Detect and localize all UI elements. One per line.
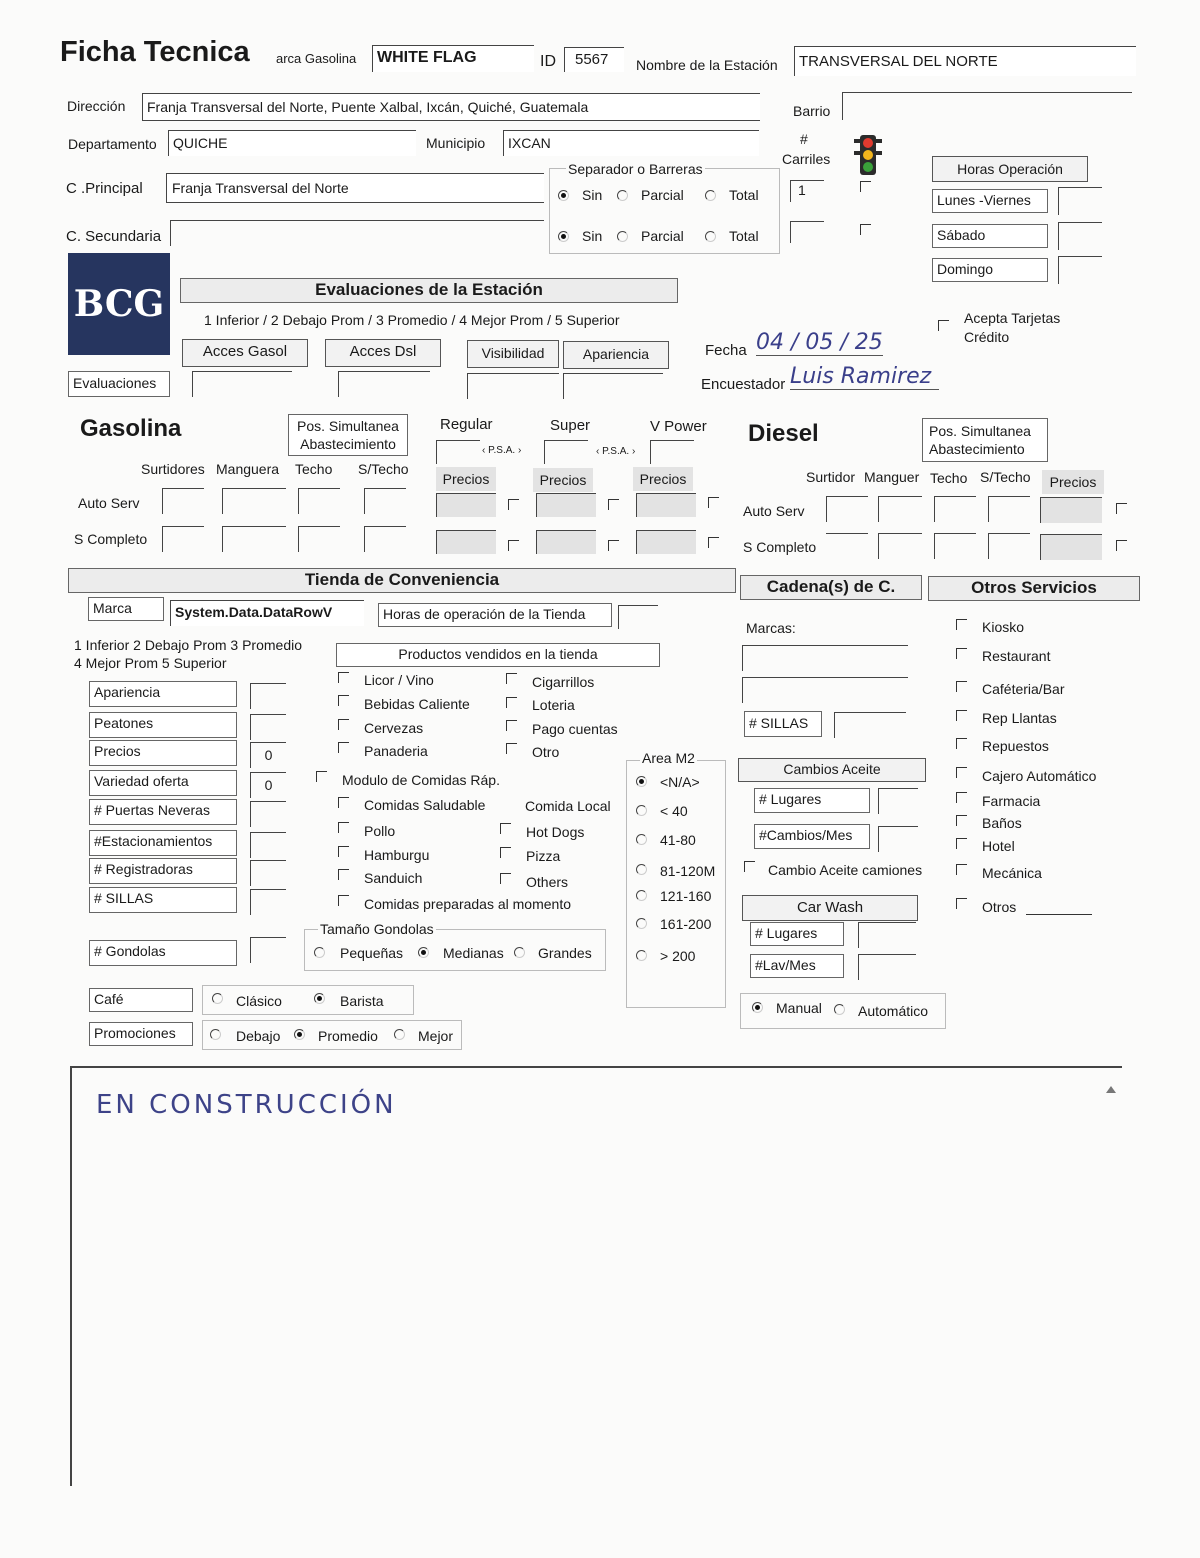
regular-label: Regular	[440, 416, 493, 433]
otros-farmacia-label: Farmacia	[982, 793, 1041, 809]
rating-sillas-field[interactable]	[250, 889, 286, 915]
comida-pizza-label: Pizza	[526, 848, 561, 864]
apariencia-button[interactable]: Apariencia	[563, 341, 669, 369]
otros-otros-label: Otros	[982, 899, 1017, 915]
otros-servicios-header: Otros Servicios	[928, 576, 1140, 601]
gas-sc-regular-price[interactable]	[436, 530, 496, 554]
diesel-precios[interactable]: Precios	[1042, 470, 1104, 494]
notes-handwritten: EN CONSTRUCCIÓN	[96, 1090, 397, 1120]
super-precios[interactable]: Precios	[533, 468, 593, 492]
marca-value: WHITE FLAG	[377, 49, 477, 66]
carriles-principal-field[interactable]	[790, 180, 824, 202]
comidas-preparadas-checkbox[interactable]	[338, 895, 349, 906]
diesel-pos-sim-line2: Abastecimiento	[929, 441, 1025, 457]
gas-sc-super-check[interactable]	[608, 540, 619, 551]
gondolas-medianas-label: Medianas	[443, 945, 504, 961]
carwash-manual-radio[interactable]	[752, 1002, 763, 1013]
otros-repuestos-checkbox[interactable]	[956, 738, 967, 749]
direccion-field[interactable]	[142, 93, 760, 121]
dsl-as-manguer[interactable]	[878, 496, 922, 522]
otros-hotel-label: Hotel	[982, 838, 1015, 854]
comida-saludable-label: Comidas Saludable	[364, 797, 486, 813]
gondolas-pequenas-label: Pequeñas	[340, 945, 404, 961]
encuestador-value[interactable]: Luis Ramirez	[790, 364, 939, 390]
vpower-psa-field[interactable]	[650, 440, 694, 464]
gasolina-title: Gasolina	[80, 415, 182, 442]
gas-sc-super-price[interactable]	[536, 530, 596, 554]
otros-otros-line	[1026, 914, 1092, 915]
departamento-value: QUICHE	[173, 135, 228, 151]
sep-secundaria-parcial-label: Parcial	[641, 228, 684, 244]
tienda-scale-1: 1 Inferior 2 Debajo Prom 3 Promedio	[74, 637, 302, 653]
carwash-lav-mes-label: #Lav/Mes	[750, 954, 844, 978]
diesel-pos-simultanea	[922, 418, 1048, 462]
prod-otro-label: Otro	[532, 744, 560, 760]
cadena-marca-field-2[interactable]	[742, 677, 908, 703]
diesel-s-completo-label: S Completo	[743, 539, 817, 555]
municipio-field[interactable]	[503, 130, 759, 156]
comida-others-checkbox[interactable]	[500, 873, 511, 884]
area-na-label: <N/A>	[660, 774, 700, 790]
diesel-manguer-label: Manguer	[864, 469, 920, 485]
otros-cafeteria-label: Caféteria/Bar	[982, 681, 1065, 697]
vpower-label: V Power	[650, 418, 707, 435]
tienda-marca-field[interactable]	[170, 600, 364, 626]
comida-hamburgu-label: Hamburgu	[364, 847, 430, 863]
separador-title: Separador o Barreras	[568, 161, 703, 177]
comida-hotdogs-label: Hot Dogs	[526, 824, 585, 840]
prod-bebidas-checkbox[interactable]	[338, 695, 349, 706]
prod-pago-checkbox[interactable]	[506, 720, 517, 731]
otros-restaurant-label: Restaurant	[982, 648, 1051, 664]
rating-apariencia-label: Apariencia	[89, 681, 237, 707]
comida-pizza-checkbox[interactable]	[500, 847, 511, 858]
rating-apariencia-field[interactable]	[250, 683, 286, 709]
cafe-clasico-label: Clásico	[236, 993, 282, 1009]
evaluaciones-row-label: Evaluaciones	[68, 371, 170, 397]
gas-as-regular-check[interactable]	[508, 499, 519, 510]
gas-as-vpower-price[interactable]	[636, 493, 696, 517]
rating-precios-field[interactable]: 0	[250, 742, 286, 768]
otros-restaurant-checkbox[interactable]	[956, 648, 967, 659]
carriles-label: Carriles	[782, 151, 831, 167]
gas-sc-stecho[interactable]	[364, 526, 406, 552]
prod-cigarrillos-checkbox[interactable]	[506, 673, 517, 684]
comidas-preparadas-label: Comidas preparadas al momento	[364, 896, 571, 912]
vpower-precios[interactable]: Precios	[633, 467, 693, 491]
gas-as-techo[interactable]	[298, 488, 340, 514]
otros-kiosko-label: Kiosko	[982, 619, 1025, 635]
prod-panaderia-label: Panaderia	[364, 743, 428, 759]
departamento-label: Departamento	[68, 136, 157, 152]
rating-estacionamientos-label: #Estacionamientos	[89, 830, 237, 856]
cadena-marca-field-1[interactable]	[742, 645, 908, 671]
comida-others-label: Others	[526, 874, 569, 890]
horas-operacion-button[interactable]: Horas Operación	[932, 156, 1088, 182]
gondolas-pequenas-radio[interactable]	[314, 947, 325, 958]
gasolina-s-completo-label: S Completo	[74, 531, 148, 547]
otros-hotel-checkbox[interactable]	[956, 838, 967, 849]
prod-cervezas-label: Cervezas	[364, 720, 424, 736]
rating-peatones-field[interactable]	[250, 714, 286, 740]
comida-saludable-checkbox[interactable]	[338, 797, 349, 808]
manguera-label: Manguera	[216, 461, 280, 477]
evaluaciones-scale: 1 Inferior / 2 Debajo Prom / 3 Promedio / 4 Mejor Prom / 5 Superior	[204, 312, 620, 328]
promo-mejor-label: Mejor	[418, 1028, 454, 1044]
area-200-label: > 200	[660, 948, 696, 964]
gas-as-super-price[interactable]	[536, 493, 596, 517]
tienda-scale-2: 4 Mejor Prom 5 Superior	[74, 655, 227, 671]
promo-promedio-radio[interactable]	[294, 1029, 305, 1040]
diesel-title: Diesel	[748, 420, 819, 447]
eval-acces-dsl-field[interactable]	[338, 371, 430, 397]
gas-as-regular-price[interactable]	[436, 493, 496, 517]
dsl-as-check[interactable]	[1116, 503, 1127, 514]
eval-visibilidad-field[interactable]	[467, 373, 559, 399]
gondolas-medianas-radio[interactable]	[418, 947, 429, 958]
marca-field[interactable]	[372, 45, 534, 72]
rating-variedad-label: Variedad oferta	[89, 770, 237, 796]
modulo-comidas-label: Modulo de Comidas Ráp.	[342, 772, 500, 788]
departamento-field[interactable]	[168, 130, 416, 156]
prod-cervezas-checkbox[interactable]	[338, 719, 349, 730]
sep-secundaria-sin-radio[interactable]	[558, 231, 569, 242]
carwash-automatico-radio[interactable]	[834, 1004, 845, 1015]
super-psa-field[interactable]	[544, 440, 588, 464]
acces-dsl-button[interactable]: Acces Dsl	[325, 339, 441, 367]
lunes-viernes-label: Lunes -Viernes	[932, 189, 1048, 213]
sabado-label: Sábado	[932, 224, 1048, 248]
gas-as-vpower-check[interactable]	[708, 497, 719, 508]
otros-otros-checkbox[interactable]	[956, 898, 967, 909]
dsl-as-surtidor[interactable]	[826, 496, 868, 522]
gas-sc-surtidores[interactable]	[162, 526, 204, 552]
diesel-surtidor-label: Surtidor	[806, 469, 856, 485]
cadena-sillas-field[interactable]	[834, 712, 906, 738]
comida-pollo-label: Pollo	[364, 823, 396, 839]
gas-sc-regular-check[interactable]	[508, 540, 519, 551]
credito-label: Crédito	[964, 329, 1010, 345]
cadena-header: Cadena(s) de C.	[740, 575, 922, 600]
semaforo-principal-checkbox[interactable]	[860, 181, 871, 192]
sep-secundaria-total-label: Total	[729, 228, 759, 244]
marca-label: arca Gasolina	[276, 51, 357, 66]
evaluaciones-header: Evaluaciones de la Estación	[180, 278, 678, 303]
prod-otro-checkbox[interactable]	[506, 743, 517, 754]
area-40-radio[interactable]	[636, 805, 647, 816]
otros-repuestos-label: Repuestos	[982, 738, 1049, 754]
carwash-lugares-field[interactable]	[858, 922, 916, 948]
diesel-stecho-label: S/Techo	[980, 469, 1031, 485]
otros-cajero-label: Cajero Automático	[982, 768, 1097, 784]
carwash-manual-label: Manual	[776, 1000, 822, 1016]
sep-principal-parcial-label: Parcial	[641, 187, 684, 203]
prod-licor-label: Licor / Vino	[364, 672, 434, 688]
promo-mejor-radio[interactable]	[394, 1029, 405, 1040]
id-value: 5567	[575, 51, 609, 68]
area-161-200-label: 161-200	[660, 916, 712, 932]
gondolas-field[interactable]	[250, 937, 286, 963]
cafe-barista-radio[interactable]	[314, 993, 325, 1004]
dsl-sc-manguer[interactable]	[878, 533, 922, 559]
prod-pago-label: Pago cuentas	[532, 721, 618, 737]
diesel-pos-sim-line1: Pos. Simultanea	[929, 423, 1031, 439]
eval-apariencia-field[interactable]	[563, 373, 663, 399]
id-field[interactable]	[564, 47, 624, 72]
surtidores-label: Surtidores	[141, 461, 205, 477]
estacion-field[interactable]	[794, 46, 1136, 76]
otros-banos-checkbox[interactable]	[956, 815, 967, 826]
prod-loteria-checkbox[interactable]	[506, 697, 517, 708]
dsl-sc-stecho[interactable]	[988, 533, 1030, 559]
cambio-aceite-camiones-checkbox[interactable]	[744, 861, 755, 872]
carriles-principal-value: 1	[798, 182, 806, 198]
diesel-auto-serv-label: Auto Serv	[743, 503, 805, 519]
acepta-tarjetas-checkbox[interactable]	[938, 320, 949, 331]
modulo-comidas-checkbox[interactable]	[316, 771, 327, 782]
comida-hamburgu-checkbox[interactable]	[338, 846, 349, 857]
otros-farmacia-checkbox[interactable]	[956, 792, 967, 803]
rating-registradoras-field[interactable]	[250, 860, 286, 886]
estacion-value: TRANSVERSAL DEL NORTE	[799, 53, 998, 70]
area-200-radio[interactable]	[636, 950, 647, 961]
municipio-label: Municipio	[426, 135, 486, 151]
otros-cajero-checkbox[interactable]	[956, 767, 967, 778]
rating-variedad-field[interactable]: 0	[250, 772, 286, 798]
otros-kiosko-checkbox[interactable]	[956, 619, 967, 630]
productos-vendidos-label: Productos vendidos en la tienda	[336, 643, 660, 667]
estacion-label: Nombre de la Estación	[636, 57, 778, 73]
barrio-field[interactable]	[842, 92, 1132, 120]
area-40-label: < 40	[660, 803, 688, 819]
psa-label-1: ‹ P.S.A. ›	[482, 445, 522, 456]
otros-mecanica-label: Mecánica	[982, 865, 1042, 881]
gas-sc-vpower-price[interactable]	[636, 530, 696, 554]
prod-bebidas-label: Bebidas Caliente	[364, 696, 470, 712]
aceite-cambios-mes-field[interactable]	[878, 826, 918, 852]
gasolina-pos-simultanea	[288, 414, 408, 456]
cadena-sillas-label: # SILLAS	[744, 711, 822, 737]
sep-secundaria-total-radio[interactable]	[705, 231, 716, 242]
principal-value: Franja Transversal del Norte	[172, 180, 349, 196]
dsl-as-price[interactable]	[1040, 497, 1102, 523]
area-m2-title: Area M2	[642, 750, 695, 766]
area-41-80-radio[interactable]	[636, 834, 647, 845]
comida-hotdogs-checkbox[interactable]	[500, 823, 511, 834]
dsl-as-stecho[interactable]	[988, 496, 1030, 522]
promo-debajo-label: Debajo	[236, 1028, 281, 1044]
prod-panaderia-checkbox[interactable]	[338, 742, 349, 753]
gas-as-stecho[interactable]	[364, 488, 406, 514]
tamano-gondolas-title: Tamaño Gondolas	[320, 921, 434, 937]
aceite-lugares-label: # Lugares	[754, 788, 870, 813]
carriles-hash: #	[800, 131, 808, 147]
comida-sanduich-checkbox[interactable]	[338, 869, 349, 880]
otros-cafeteria-checkbox[interactable]	[956, 681, 967, 692]
rating-sillas-label: # SILLAS	[89, 887, 237, 913]
sep-principal-sin-radio[interactable]	[558, 190, 569, 201]
encuestador-label: Encuestador	[701, 376, 786, 393]
techo-label: Techo	[295, 461, 333, 477]
prod-licor-checkbox[interactable]	[338, 672, 349, 683]
area-121-160-label: 121-160	[660, 888, 712, 904]
notes-textarea[interactable]	[70, 1066, 1122, 1486]
cafe-label: Café	[89, 988, 193, 1012]
prod-cigarrillos-label: Cigarrillos	[532, 674, 595, 690]
gondolas-grandes-radio[interactable]	[514, 947, 525, 958]
cafe-clasico-radio[interactable]	[212, 993, 223, 1004]
semaforo-secundaria-checkbox[interactable]	[860, 224, 871, 235]
carwash-lugares-label: # Lugares	[750, 922, 844, 946]
carriles-secundaria-field[interactable]	[790, 221, 824, 243]
dsl-sc-check[interactable]	[1116, 540, 1127, 551]
promo-promedio-label: Promedio	[318, 1028, 378, 1044]
municipio-value: IXCAN	[508, 135, 551, 151]
gasolina-auto-serv-label: Auto Serv	[78, 495, 140, 511]
psa-label-2: ‹ P.S.A. ›	[596, 446, 636, 457]
comida-pollo-checkbox[interactable]	[338, 822, 349, 833]
sep-secundaria-sin-label: Sin	[582, 228, 603, 244]
tienda-horas-field[interactable]	[618, 605, 658, 629]
regular-psa-field[interactable]	[436, 440, 480, 464]
super-label: Super	[550, 417, 591, 434]
gas-sc-techo[interactable]	[298, 526, 340, 552]
regular-precios[interactable]: Precios	[436, 467, 496, 491]
tienda-marca-value: System.Data.DataRowV	[175, 604, 333, 620]
sep-principal-total-radio[interactable]	[705, 190, 716, 201]
sep-principal-sin-label: Sin	[582, 187, 603, 203]
direccion-label: Dirección	[67, 98, 126, 114]
sep-principal-parcial-radio[interactable]	[617, 190, 628, 201]
dsl-sc-price[interactable]	[1040, 534, 1102, 560]
area-161-200-radio[interactable]	[636, 918, 647, 929]
domingo-field[interactable]	[1058, 256, 1102, 284]
area-81-120-radio[interactable]	[636, 864, 647, 875]
acepta-tarjetas-label: Acepta Tarjetas	[964, 310, 1061, 326]
area-81-120-label: 81-120M	[660, 863, 716, 879]
rating-peatones-label: Peatones	[89, 712, 237, 738]
secundaria-field[interactable]	[170, 220, 544, 246]
sep-secundaria-parcial-radio[interactable]	[617, 231, 628, 242]
cadena-marcas-label: Marcas:	[746, 620, 796, 636]
sabado-field[interactable]	[1058, 222, 1102, 250]
cambios-aceite-button[interactable]: Cambios Aceite	[738, 758, 926, 782]
gondolas-label: # Gondolas	[89, 940, 237, 966]
gasolina-pos-sim-line2: Abastecimiento	[300, 436, 396, 452]
aceite-cambios-mes-label: #Cambios/Mes	[754, 824, 870, 849]
gondolas-grandes-label: Grandes	[538, 945, 592, 961]
page-title: Ficha Tecnica	[60, 36, 250, 68]
dsl-as-techo[interactable]	[934, 496, 976, 522]
otros-rep-llantas-checkbox[interactable]	[956, 710, 967, 721]
secundaria-label: C. Secundaria	[66, 228, 162, 245]
comida-local-label: Comida Local	[525, 798, 611, 814]
cambio-aceite-camiones-label: Cambio Aceite camiones	[768, 862, 923, 878]
gasolina-pos-sim-line1: Pos. Simultanea	[297, 418, 399, 434]
dsl-sc-surtidor[interactable]	[826, 533, 868, 559]
principal-label: C .Principal	[66, 180, 143, 197]
gas-as-surtidores[interactable]	[162, 488, 204, 514]
rating-registradoras-label: # Registradoras	[89, 858, 237, 884]
scroll-up-arrow-icon[interactable]	[1106, 1086, 1116, 1093]
direccion-value: Franja Transversal del Norte, Puente Xalbal, Ixcán, Quiché, Guatemala	[147, 99, 589, 115]
carwash-automatico-label: Automático	[858, 1003, 929, 1019]
rating-puertas-label: # Puertas Neveras	[89, 799, 237, 825]
area-41-80-label: 41-80	[660, 832, 696, 848]
aceite-lugares-field[interactable]	[878, 788, 918, 814]
tienda-horas-label: Horas de operación de la Tienda	[378, 603, 612, 627]
lunes-viernes-field[interactable]	[1058, 187, 1102, 215]
fecha-label: Fecha	[705, 342, 747, 359]
gas-as-super-check[interactable]	[608, 499, 619, 510]
comida-sanduich-label: Sanduich	[364, 870, 423, 886]
acces-gasol-button[interactable]: Acces Gasol	[182, 339, 308, 367]
diesel-techo-label: Techo	[930, 470, 968, 486]
otros-banos-label: Baños	[982, 815, 1022, 831]
rating-puertas-field[interactable]	[250, 801, 286, 827]
cafe-barista-label: Barista	[340, 993, 384, 1009]
sep-principal-total-label: Total	[729, 187, 759, 203]
fecha-value[interactable]: 04 / 05 / 25	[756, 330, 883, 355]
area-m2-group	[626, 760, 726, 1008]
dsl-sc-techo[interactable]	[934, 533, 976, 559]
tienda-marca-label: Marca	[88, 597, 164, 621]
promociones-label: Promociones	[89, 1022, 193, 1046]
otros-rep-llantas-label: Rep Llantas	[982, 710, 1057, 726]
gas-as-manguera[interactable]	[222, 488, 286, 514]
area-na-radio[interactable]	[636, 776, 647, 787]
gas-sc-manguera[interactable]	[222, 526, 286, 552]
otros-mecanica-checkbox[interactable]	[956, 864, 967, 875]
rating-precios-label: Precios	[89, 740, 237, 766]
promo-debajo-radio[interactable]	[210, 1029, 221, 1040]
traffic-light-icon	[852, 133, 884, 181]
rating-estacionamientos-field[interactable]	[250, 832, 286, 858]
id-label: ID	[540, 53, 556, 70]
car-wash-button[interactable]: Car Wash	[742, 895, 918, 921]
barrio-label: Barrio	[793, 103, 831, 119]
area-121-160-radio[interactable]	[636, 890, 647, 901]
tienda-header: Tienda de Conveniencia	[68, 568, 736, 593]
carwash-lav-mes-field[interactable]	[858, 954, 916, 980]
principal-field[interactable]	[166, 173, 544, 203]
eval-acces-gasol-field[interactable]	[192, 371, 292, 397]
prod-loteria-label: Loteria	[532, 697, 575, 713]
bcg-logo: BCG	[68, 253, 170, 355]
visibilidad-button[interactable]: Visibilidad	[467, 340, 559, 368]
stecho-label: S/Techo	[358, 461, 409, 477]
domingo-label: Domingo	[932, 258, 1048, 282]
gas-sc-vpower-check[interactable]	[708, 537, 719, 548]
